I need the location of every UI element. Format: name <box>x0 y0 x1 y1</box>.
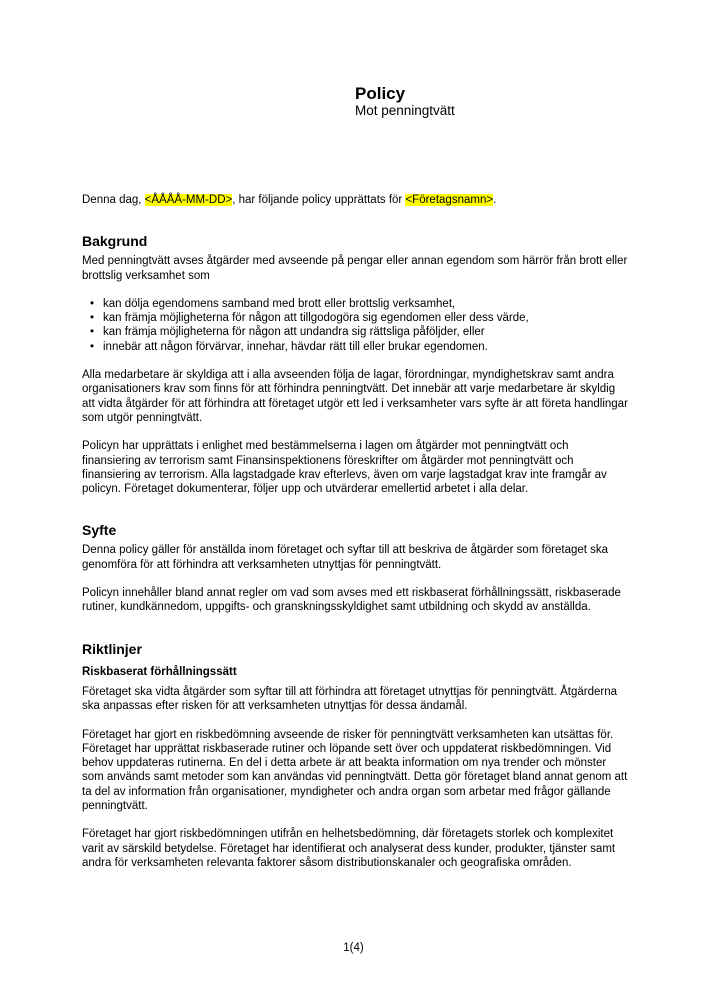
paragraph-syfte-content: Policyn innehåller bland annat regler om vad som avses med ett riskbaserat förhållningssätt, riskbaserade rutiner, kundkännedom, uppgifts- och granskningsskyldighet samt utbildning och skydd av anställda. <box>82 587 621 614</box>
bullet-item: • kan dölja egendomens samband med brott eller brottslig verksamhet, <box>82 297 629 311</box>
bullet-list <box>82 297 629 354</box>
section-heading-syfte: Syfte <box>82 522 117 539</box>
document-header <box>355 84 455 119</box>
intro-middle: , har följande policy upprättats för <box>232 194 406 206</box>
intro-line <box>82 193 629 207</box>
section-heading-bakgrund: Bakgrund <box>82 233 148 250</box>
document-title: Policy <box>355 84 406 103</box>
bullet-item: • kan främja möjligheterna för någon att undandra sig rättsliga påföljder, eller <box>82 325 629 339</box>
subsection-heading-riskbaserat: Riskbaserat förhållningssätt <box>82 665 237 678</box>
paragraph-syfte-scope: Denna policy gäller för anställda inom företaget och syftar till att beskriva de åtgärder som företaget ska genomföra för att förhindra att verksamheten utnyttjas för penningtvätt. <box>82 544 609 571</box>
section-heading-riktlinjer: Riktlinjer <box>82 640 142 657</box>
bullet-item: • kan främja möjligheterna för någon att tillgodogöra sig egendomen eller dess värde, <box>82 311 629 325</box>
company-placeholder: <Företagsnamn> <box>405 194 494 206</box>
paragraph-riktlinjer-holistic: Företaget har gjort riskbedömningen utifrån en helhetsbedömning, där företagets storlek och komplexitet varit av särskild betydelse. Företaget har identifierat och analyserat dess kunder, produkter, tjänster samt andra för verksamheten relevanta faktorer såsom distributionskanaler och geografiska områden. <box>82 828 616 869</box>
bullet-item: • innebär att någon förvärvar, innehar, hävdar rätt till eller brukar egendomen. <box>82 340 629 354</box>
paragraph-riktlinjer-measures: Företaget ska vidta åtgärder som syftar till att förhindra att företaget utnyttjas för penningtvätt. Åtgärderna ska anpassas efter risken för att verksamheten utnyttjas för dessa ändamål. <box>82 685 618 713</box>
intro-prefix: Denna dag, <box>82 194 145 206</box>
document-body <box>82 193 629 884</box>
paragraph-bakgrund-duty: Alla medarbetare är skyldiga att i alla avseenden följa de lagar, förordningar, myndighetskrav samt andra organisationers krav som finns för att förhindra penningtvätt. Det innebär att varje medarbetare är skyldig att vidta åtgärder för att förhindra att företaget utgör ett led i verksamheter vars syfte är att företa handlingar som utgör penningtvätt. <box>82 369 628 424</box>
page-footer <box>0 941 707 955</box>
page-number: 1(4) <box>343 942 364 954</box>
date-placeholder: <ÅÅÅÅ-MM-DD> <box>144 194 233 206</box>
paragraph-riktlinjer-assessment: Företaget har gjort en riskbedömning avseende de risker för penningtvätt verksamheten kan utsättas för. Företaget har upprättat riskbaserade rutiner och löpande sett över och uppdaterat riskbedömningen. Vid behov uppdateras rutinerna. En del i detta arbete är att beakta information om nya trender och mönster som används samt metoder som kan användas vid penningtvätt. Detta gör företaget bland annat genom att ta del av information från organisationer, myndigheter och andra organ som arbetar med frågor gällande penningtvätt. <box>82 728 628 813</box>
paragraph-bakgrund-lead: Med penningtvätt avses åtgärder med avseende på pengar eller annan egendom som härrör från brott eller brottslig verksamhet som <box>82 255 628 282</box>
intro-suffix: . <box>493 194 497 206</box>
document-subtitle: Mot penningtvätt <box>355 103 455 118</box>
paragraph-bakgrund-law: Policyn har upprättats i enlighet med bestämmelserna i lagen om åtgärder mot penningtvätt och finansiering av terrorism samt Finansinspektionens föreskrifter om åtgärder mot penningtvätt och finansiering av terrorism. Alla lagstadgade krav efterlevs, även om varje lagstadgat krav inte framgår av policyn. Företaget dokumenterar, följer upp och utvärderar emellertid arbetet i alla delar. <box>82 440 607 496</box>
